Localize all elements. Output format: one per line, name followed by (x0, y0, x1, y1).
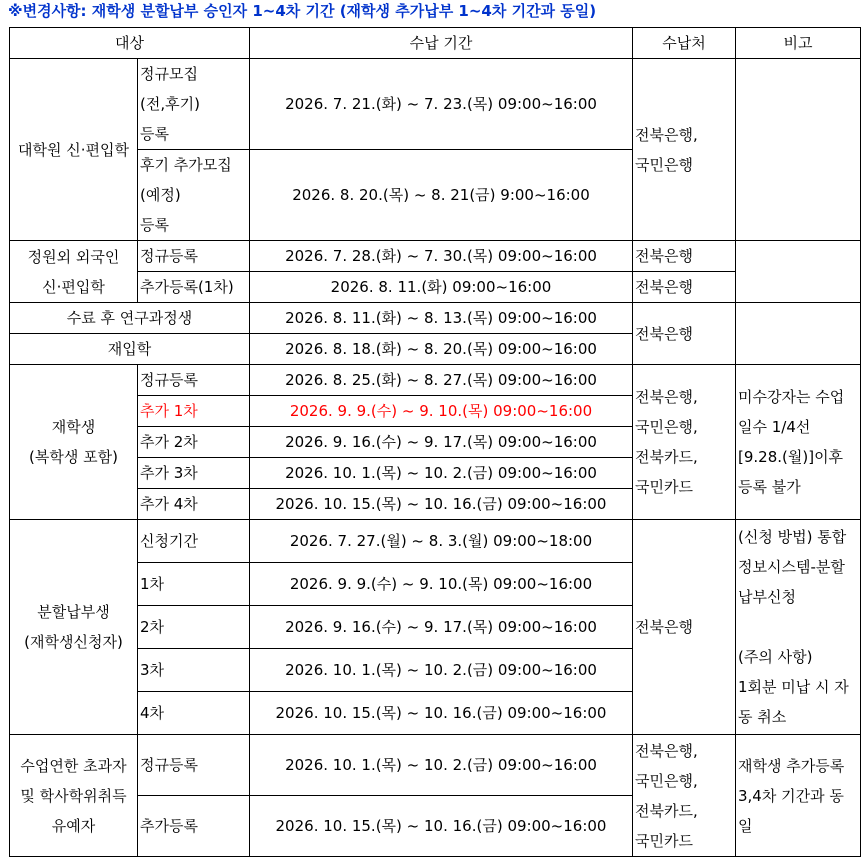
period-cell: 2026. 8. 20.(목) ~ 8. 21(금) 9:00~16:00 (250, 150, 633, 241)
period-cell: 2026. 9. 16.(수) ~ 9. 17.(목) 09:00~16:00 (250, 606, 633, 649)
note-line: [9.28.(월)]이후 (738, 448, 844, 466)
bank-line: 국민은행, (635, 771, 698, 790)
group-line: 재학생 (51, 418, 96, 436)
payment-schedule-table (9, 27, 861, 857)
note-line: 일수 1/4선 (738, 418, 811, 436)
sub-cell: 신청기간 (138, 520, 250, 563)
note-cell (736, 735, 861, 857)
note-line: 등록 불가 (738, 478, 801, 496)
note-line: 3,4차 기간과 동 (738, 786, 844, 805)
sub-cell: 추가 2차 (138, 427, 250, 458)
header-note: 비고 (736, 28, 861, 59)
period-cell: 2026. 10. 15.(목) ~ 10. 16.(금) 09:00~16:00 (250, 796, 633, 857)
sub-line: 등록 (140, 216, 169, 234)
bank-cell: 전북은행 (633, 520, 736, 735)
sub-cell: 추가등록 (138, 796, 250, 857)
table-row (10, 365, 861, 396)
note-cell (736, 59, 861, 241)
group-line: (복학생 포함) (29, 448, 118, 466)
period-cell: 2026. 10. 1.(목) ~ 10. 2.(금) 09:00~16:00 (250, 735, 633, 796)
period-cell: 2026. 10. 1.(목) ~ 10. 2.(금) 09:00~16:00 (250, 458, 633, 489)
note-line: (신청 방법) 통합 (738, 528, 847, 546)
header-period: 수납 기간 (250, 28, 633, 59)
period-cell-highlight: 2026. 9. 9.(수) ~ 9. 10.(목) 09:00~16:00 (250, 396, 633, 427)
period-cell: 2026. 7. 21.(화) ~ 7. 23.(목) 09:00~16:00 (250, 59, 633, 150)
sub-cell: 1차 (138, 563, 250, 606)
bank-line: 전북카드, (635, 448, 698, 466)
table-row (10, 241, 861, 272)
group-line: 수업연한 초과자 (20, 756, 127, 775)
change-notice: ※변경사항: 재학생 분할납부 승인자 1~4차 기간 (재학생 추가납부 1~4차 기간과 동일) (8, 2, 597, 20)
header-target: 대상 (10, 28, 250, 59)
table-row (10, 303, 861, 334)
group-overdue (10, 735, 138, 857)
table-row (10, 520, 861, 563)
bank-cell: 전북은행 (633, 241, 736, 272)
header-bank: 수납처 (633, 28, 736, 59)
bank-cell: 전북은행 (633, 272, 736, 303)
group-research: 수료 후 연구과정생 (10, 303, 250, 334)
note-cell (736, 520, 861, 735)
period-cell: 2026. 7. 28.(화) ~ 7. 30.(목) 09:00~16:00 (250, 241, 633, 272)
sub-cell: 정규등록 (138, 735, 250, 796)
sub-line: 후기 추가모집 (140, 156, 232, 174)
group-line: 유예자 (51, 816, 96, 835)
group-line: 신·편입학 (42, 277, 105, 296)
bank-cell (633, 735, 736, 857)
sub-cell: 4차 (138, 692, 250, 735)
sub-regular-recruit (138, 59, 250, 150)
note-line: 미수강자는 수업 (738, 388, 845, 406)
note-line: 재학생 추가등록 (738, 756, 845, 775)
period-cell: 2026. 9. 9.(수) ~ 9. 10.(목) 09:00~16:00 (250, 563, 633, 606)
sub-cell: 추가 4차 (138, 489, 250, 520)
sub-cell-highlight: 추가 1차 (138, 396, 250, 427)
bank-cell (633, 365, 736, 520)
note-cell (736, 365, 861, 520)
note-line: 정보시스템-분할 (738, 558, 845, 576)
group-line: (재학생신청자) (24, 633, 123, 651)
period-cell: 2026. 8. 11.(화) 09:00~16:00 (250, 272, 633, 303)
period-cell: 2026. 8. 18.(화) ~ 8. 20.(목) 09:00~16:00 (250, 334, 633, 365)
sub-line: 정규모집 (140, 65, 198, 83)
sub-cell: 정규등록 (138, 365, 250, 396)
group-readmission: 재입학 (10, 334, 250, 365)
group-installment (10, 520, 138, 735)
group-line: 및 학사학위취득 (20, 786, 127, 805)
period-cell: 2026. 10. 1.(목) ~ 10. 2.(금) 09:00~16:00 (250, 649, 633, 692)
period-cell: 2026. 8. 11.(화) ~ 8. 13.(목) 09:00~16:00 (250, 303, 633, 334)
bank-cell: 전북은행 (633, 303, 736, 365)
period-cell: 2026. 10. 15.(목) ~ 10. 16.(금) 09:00~16:00 (250, 692, 633, 735)
header-row (10, 28, 861, 59)
note-cell (736, 303, 861, 365)
sub-line: (예정) (140, 186, 181, 204)
group-line: 분할납부생 (37, 603, 110, 621)
bank-line: 국민은행 (635, 155, 693, 174)
note-cell (736, 241, 861, 303)
period-cell: 2026. 8. 25.(화) ~ 8. 27.(목) 09:00~16:00 (250, 365, 633, 396)
bank-line: 국민카드 (635, 831, 693, 850)
bank-line: 전북은행, (635, 741, 698, 760)
sub-cell: 추가등록(1차) (138, 272, 250, 303)
bank-line: 전북카드, (635, 801, 698, 820)
sub-late-recruit (138, 150, 250, 241)
sub-line: (전,후기) (140, 95, 200, 113)
sub-cell: 추가 3차 (138, 458, 250, 489)
group-grad-admission: 대학원 신·편입학 (10, 59, 138, 241)
bank-line: 국민카드 (635, 478, 693, 496)
bank-line: 전북은행, (635, 388, 698, 406)
note-line: 동 취소 (738, 708, 787, 726)
sub-cell: 2차 (138, 606, 250, 649)
period-cell: 2026. 10. 15.(목) ~ 10. 16.(금) 09:00~16:00 (250, 489, 633, 520)
note-line: 납부신청 (738, 588, 796, 606)
sub-cell: 정규등록 (138, 241, 250, 272)
period-cell: 2026. 9. 16.(수) ~ 9. 17.(목) 09:00~16:00 (250, 427, 633, 458)
group-line: 정원외 외국인 (27, 247, 120, 266)
note-line: 일 (738, 816, 753, 835)
note-line (738, 612, 858, 642)
note-line: 1회분 미납 시 자 (738, 678, 849, 696)
period-cell: 2026. 7. 27.(월) ~ 8. 3.(월) 09:00~18:00 (250, 520, 633, 563)
sub-line: 등록 (140, 125, 169, 143)
sub-cell: 3차 (138, 649, 250, 692)
group-enrolled (10, 365, 138, 520)
table-row (10, 59, 861, 150)
table-row (10, 272, 861, 303)
table-row (10, 735, 861, 796)
note-line: (주의 사항) (738, 648, 813, 666)
group-foreign-admission (10, 241, 138, 303)
bank-line: 국민은행, (635, 418, 698, 436)
bank-cell (633, 59, 736, 241)
bank-line: 전북은행, (635, 125, 698, 144)
